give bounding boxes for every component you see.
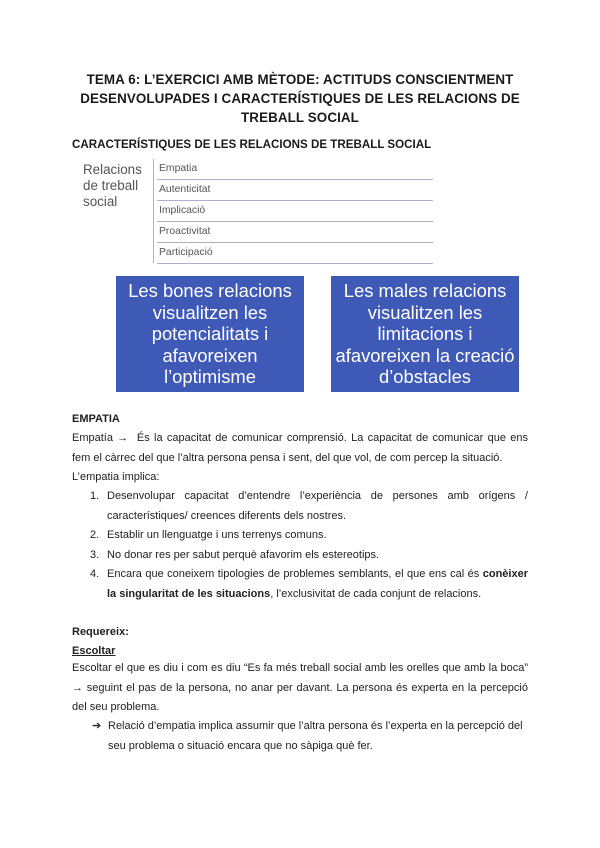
- empatia-implies: L’empatia implica:: [72, 471, 160, 483]
- bad-relations-text: Les males relacions visualitzen les limitacions i afavoreixen la creació d’obstacles: [335, 280, 515, 388]
- bad-relations-box: [331, 276, 519, 392]
- diagram-divider: [153, 159, 154, 263]
- empatia-heading: EMPATIA: [72, 413, 120, 425]
- list-item: [72, 487, 528, 526]
- list-item: [72, 546, 528, 566]
- document-title: TEMA 6: L’EXERCICI AMB MÈTODE: ACTITUDS CONSCIENTMENT DESENVOLUPADES I CARACTERÍSTIQUES DE LES RELACIONS DE TREBALL SOCIAL: [80, 72, 520, 125]
- good-relations-box: [116, 276, 304, 392]
- good-relations-text: Les bones relacions visualitzen les potencialitats i afavoreixen l’optimisme: [128, 280, 292, 388]
- list-text: Establir un llenguatge i uns terrenys comuns.: [107, 529, 327, 541]
- arrow-note-text: Relació d’empatia implica assumir que l’altra persona és l’experta en la percepció del seu problema o situació encara que no sàpiga què fer.: [108, 720, 523, 752]
- list-number: 2.: [90, 529, 100, 541]
- relations-diagram: [76, 157, 436, 265]
- diagram-item-label: Implicació: [159, 205, 206, 216]
- list-text: , l’exclusivitat de cada conjunt de relacions.: [270, 587, 482, 600]
- diagram-item: [157, 180, 433, 201]
- implications-list: [72, 487, 528, 604]
- list-item: [72, 526, 528, 546]
- diagram-item-label: Proactivitat: [159, 226, 211, 237]
- diagram-item: [157, 201, 433, 222]
- definition-text: És la capacitat de comunicar comprensió. La capacitat de comunicar que ens fem el càrrec del que l’altra persona pensa i sent, del que vol, de com percep la situació.: [72, 432, 528, 464]
- list-item: [72, 565, 528, 604]
- arrow-icon: ➔: [92, 720, 102, 732]
- diagram-item: [157, 159, 433, 180]
- diagram-main-label: Relacions de treball social: [83, 162, 142, 209]
- definition-term: Empatía →: [72, 432, 129, 444]
- list-text: Encara que coneixem tipologies de problemes semblants, el que ens cal és: [107, 568, 480, 580]
- list-number: 4.: [90, 568, 100, 580]
- diagram-item-label: Empatia: [159, 163, 198, 174]
- list-text: Desenvolupar capacitat d’entendre l’experiència de persones amb orígens / característiques/ creences diferents dels nostres.: [107, 490, 528, 522]
- section-subtitle: CARACTERÍSTIQUES DE LES RELACIONS DE TREBALL SOCIAL: [72, 138, 432, 151]
- list-text-bold: conèixer la singularitat de les situacions: [107, 568, 528, 600]
- listen-paragraph: Escoltar el que es diu i com es diu “Es fa més treball social amb les orelles que amb la boca” → seguint el pas de la persona, no anar per davant. La persona és experta en la percepció del seu problema.: [72, 662, 528, 713]
- empatia-definition: [72, 429, 528, 468]
- list-number: 1.: [90, 490, 100, 502]
- listen-heading: Escoltar: [72, 645, 116, 657]
- list-text: No donar res per sabut perquè afavorim els estereotips.: [107, 548, 380, 561]
- diagram-item: [157, 243, 433, 264]
- diagram-item: [157, 222, 433, 243]
- list-number: 3.: [90, 548, 100, 561]
- requires-heading: Requereix:: [72, 626, 129, 638]
- diagram-item-label: Participació: [159, 247, 213, 258]
- arrow-note: [92, 717, 528, 756]
- diagram-item-label: Autenticitat: [159, 184, 211, 195]
